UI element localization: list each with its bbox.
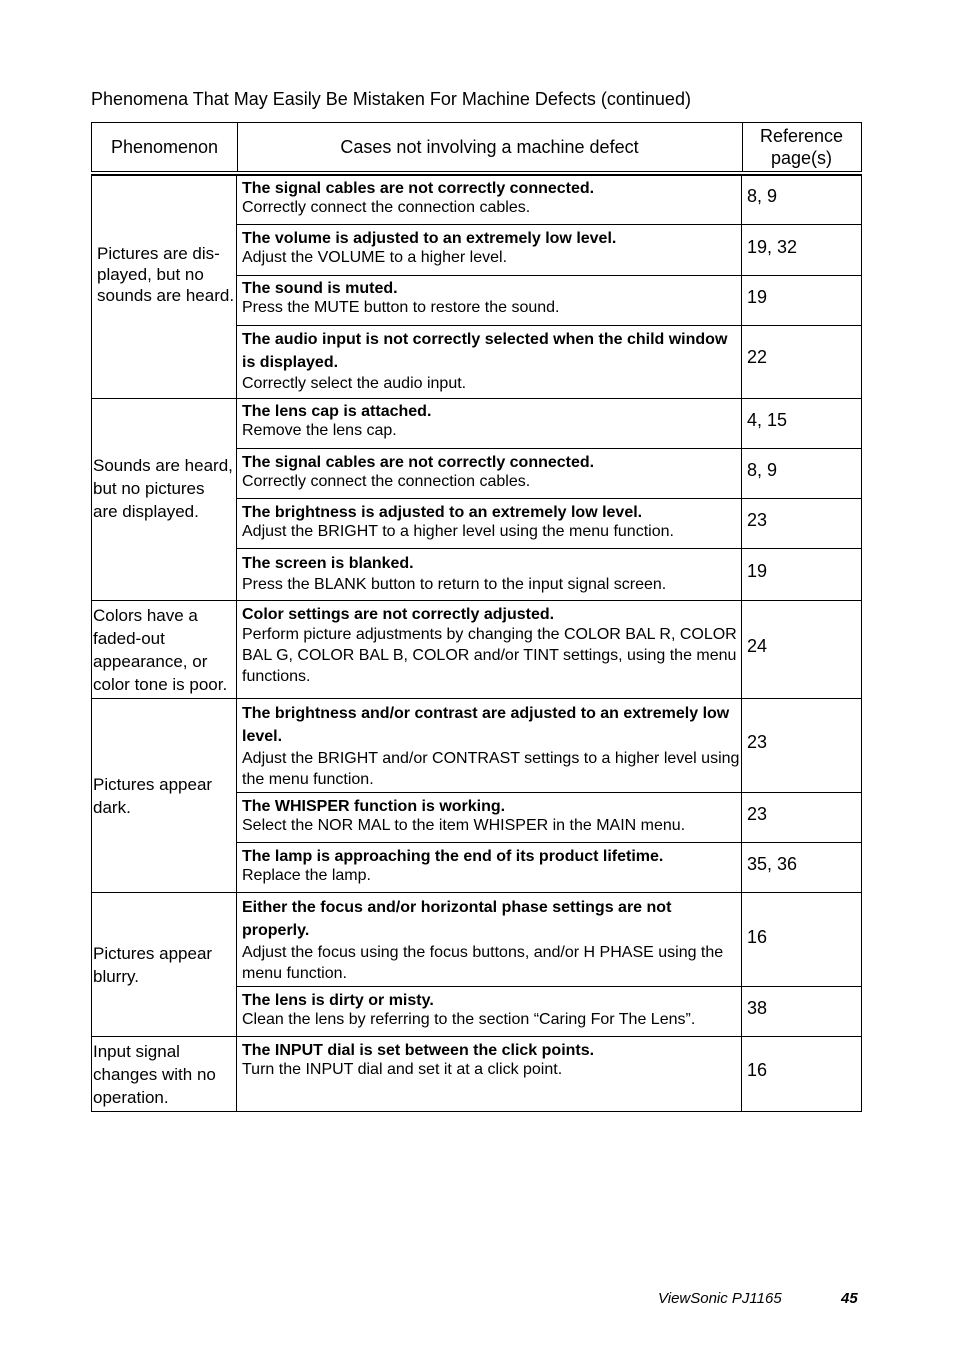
reference-cell: 19 — [747, 561, 768, 581]
case-remedy: Replace the lamp. — [242, 867, 371, 884]
case-cell — [242, 229, 742, 267]
case-remedy: Correctly connect the connection cables. — [242, 199, 531, 216]
reference-cell: 24 — [747, 636, 768, 656]
case-condition: The signal cables are not correctly connected. — [242, 454, 595, 471]
case-remedy: Adjust the BRIGHT to a higher level using the menu function. — [242, 523, 674, 540]
row-divider — [236, 986, 861, 987]
row-divider — [236, 275, 861, 276]
header-reference: Reference page(s) — [759, 126, 844, 168]
reference-cell: 4, 15 — [747, 410, 788, 430]
case-remedy: Perform picture adjustments by changing the COLOR BAL R, COLOR BAL G, COLOR BAL B, COLOR and/or TINT settings, using the menu functions. — [242, 626, 737, 685]
case-condition: The brightness and/or contrast are adjusted to an extremely low level. — [242, 705, 730, 745]
header-phenomenon: Phenomenon — [92, 123, 238, 171]
case-remedy: Press the BLANK button to return to the input signal screen. — [242, 576, 667, 593]
case-remedy: Press the MUTE button to restore the sound. — [242, 299, 560, 316]
case-cell — [242, 503, 742, 541]
reference-cell: 19, 32 — [747, 237, 798, 257]
reference-cell: 8, 9 — [747, 460, 778, 480]
group-divider — [92, 1036, 861, 1037]
case-cell — [242, 552, 742, 594]
row-divider — [236, 448, 861, 449]
reference-cell: 23 — [747, 510, 768, 530]
group-divider — [92, 600, 861, 601]
case-cell — [242, 328, 742, 393]
table-header — [91, 122, 862, 172]
reference-cell: 22 — [747, 347, 768, 367]
reference-cell: 23 — [747, 804, 768, 824]
case-condition: The lamp is approaching the end of its product lifetime. — [242, 848, 664, 865]
case-cell — [242, 702, 742, 790]
case-condition: The audio input is not correctly selected when the child window is displayed. — [242, 331, 728, 371]
case-cell — [242, 896, 742, 984]
case-remedy: Correctly connect the connection cables. — [242, 473, 531, 490]
case-remedy: Adjust the BRIGHT and/or CONTRAST settings to a higher level using the menu function. — [242, 750, 740, 788]
case-condition: The screen is blanked. — [242, 555, 414, 572]
group-divider — [92, 698, 861, 699]
reference-cell: 23 — [747, 732, 768, 752]
case-cell — [242, 402, 742, 440]
reference-cell: 16 — [747, 927, 768, 947]
case-remedy: Remove the lens cap. — [242, 422, 397, 439]
case-cell — [242, 179, 742, 217]
case-cell — [242, 279, 742, 317]
troubleshooting-table — [91, 174, 862, 1112]
header-cases: Cases not involving a machine defect — [237, 123, 743, 171]
case-cell — [242, 797, 742, 835]
row-divider — [236, 498, 861, 499]
case-remedy: Turn the INPUT dial and set it at a click point. — [242, 1061, 563, 1078]
reference-cell: 16 — [747, 1060, 768, 1080]
page-number: 45 — [841, 1290, 858, 1307]
case-condition: The signal cables are not correctly connected. — [242, 180, 595, 197]
case-cell — [242, 847, 742, 885]
reference-cell: 19 — [747, 287, 768, 307]
reference-cell: 38 — [747, 998, 768, 1018]
case-cell — [242, 991, 742, 1029]
case-condition: Color settings are not correctly adjusted. — [242, 606, 555, 623]
phenomenon-cell: Colors have a faded-out appearance, or color tone is poor. — [93, 606, 228, 694]
row-divider — [236, 792, 861, 793]
case-condition: The lens is dirty or misty. — [242, 992, 434, 1009]
case-condition: The volume is adjusted to an extremely low level. — [242, 230, 617, 247]
row-divider — [236, 325, 861, 326]
group-divider — [92, 398, 861, 399]
row-divider — [236, 842, 861, 843]
case-cell — [242, 605, 742, 687]
phenomenon-cell: Pictures appear blurry. — [93, 944, 213, 986]
case-remedy: Clean the lens by referring to the section “Caring For The Lens”. — [242, 1011, 696, 1028]
case-remedy: Correctly select the audio input. — [242, 375, 467, 392]
case-remedy: Adjust the focus using the focus buttons, and/or H PHASE using the menu function. — [242, 944, 724, 982]
row-divider — [236, 548, 861, 549]
case-condition: The lens cap is attached. — [242, 403, 432, 420]
case-remedy: Select the NOR MAL to the item WHISPER in the MAIN menu. — [242, 817, 686, 834]
case-cell — [242, 1041, 742, 1079]
case-condition: The WHISPER function is working. — [242, 798, 506, 815]
page-title: Phenomena That May Easily Be Mistaken For Machine Defects (continued) — [91, 89, 691, 109]
case-cell — [242, 453, 742, 491]
case-remedy: Adjust the VOLUME to a higher level. — [242, 249, 508, 266]
column-divider — [236, 176, 237, 1111]
phenomenon-cell: Pictures appear dark. — [93, 775, 213, 817]
case-condition: Either the focus and/or horizontal phase settings are not properly. — [242, 899, 672, 939]
reference-cell: 8, 9 — [747, 186, 778, 206]
phenomenon-cell: Input signal changes with no operation. — [93, 1042, 216, 1107]
group-divider — [92, 892, 861, 893]
case-condition: The sound is muted. — [242, 280, 398, 297]
row-divider — [236, 224, 861, 225]
footer-brand: ViewSonic PJ1165 — [658, 1290, 782, 1307]
phenomenon-cell: Sounds are heard, but no pictures are displayed. — [93, 456, 233, 521]
phenomenon-cell: Pictures are dis- played, but no sounds are heard. — [97, 244, 235, 305]
reference-cell: 35, 36 — [747, 854, 798, 874]
case-condition: The brightness is adjusted to an extremely low level. — [242, 504, 643, 521]
case-condition: The INPUT dial is set between the click points. — [242, 1042, 595, 1059]
